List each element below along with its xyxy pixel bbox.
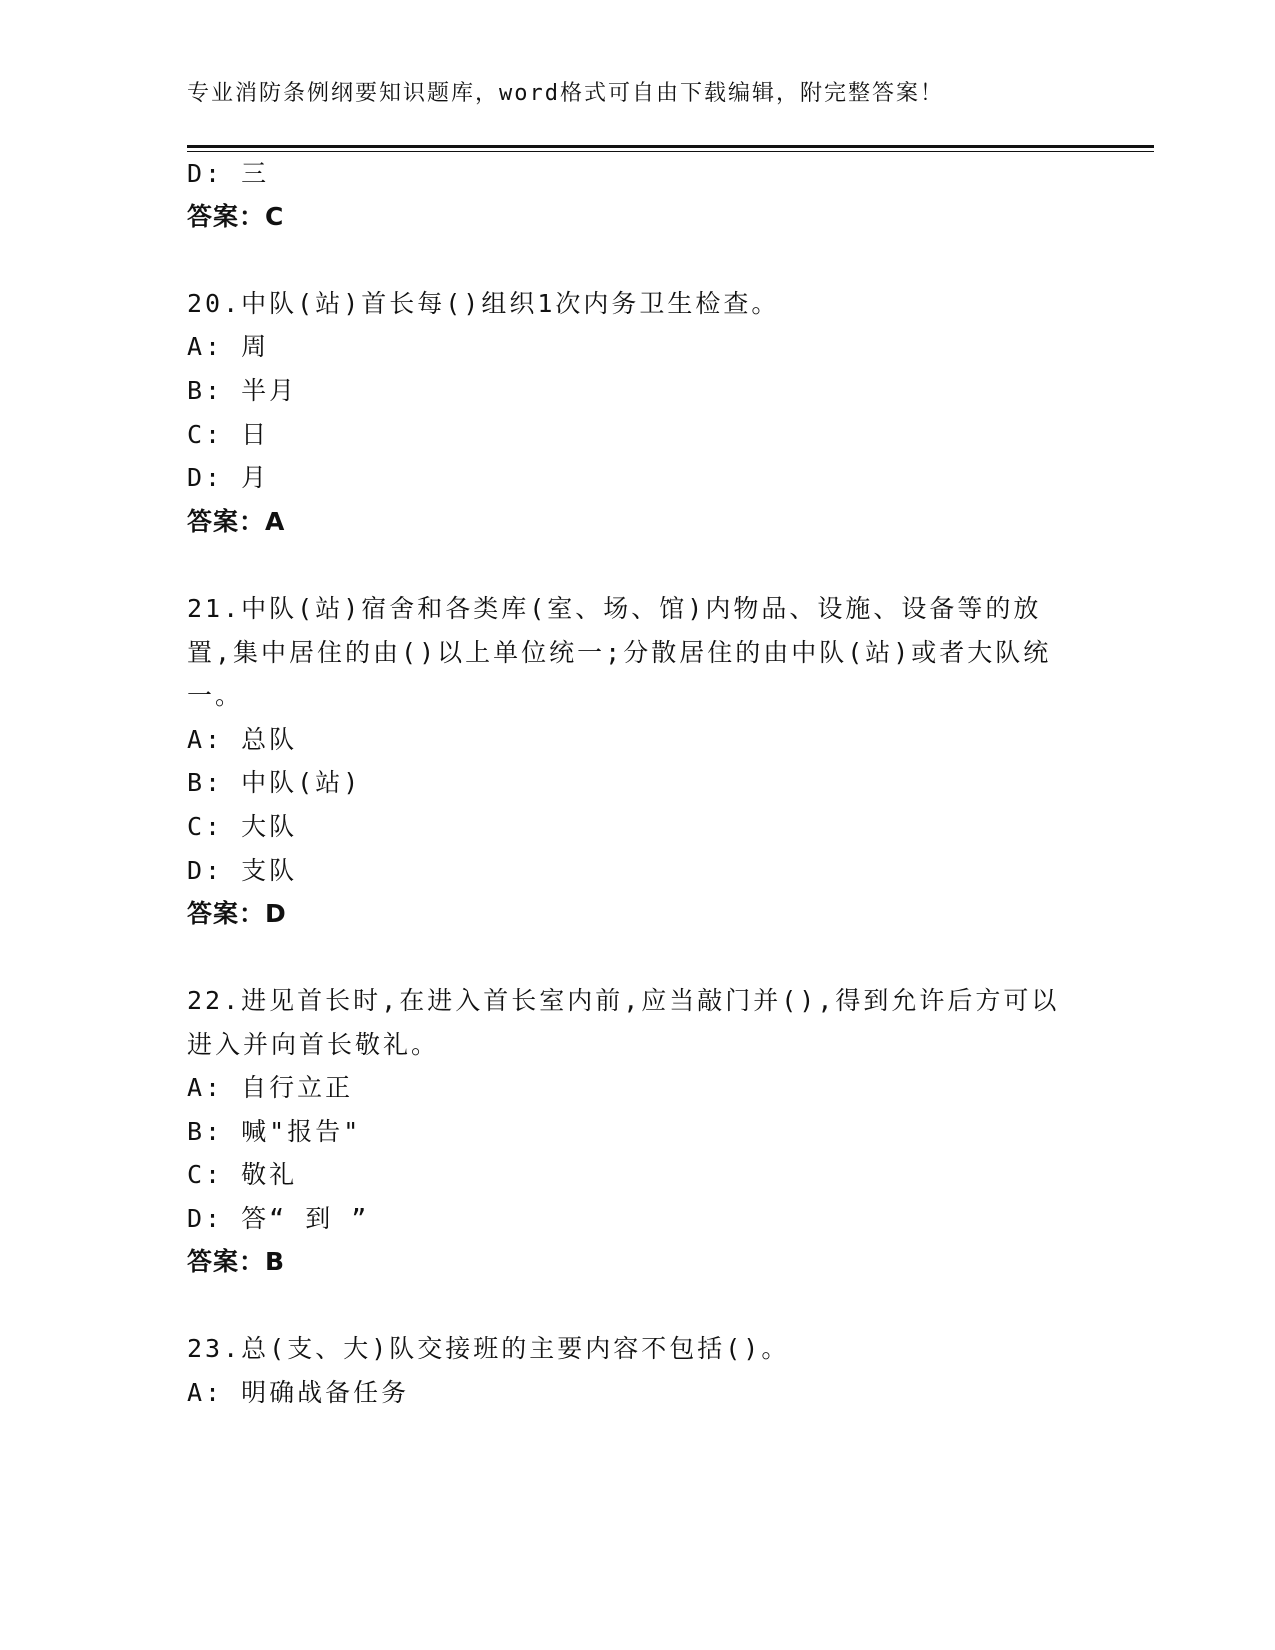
q21-option-d: D: 支队 xyxy=(187,856,298,885)
header-rule-thick xyxy=(187,145,1154,148)
q22-answer: 答案：B xyxy=(187,1247,286,1276)
q20-option-b: B: 半月 xyxy=(187,376,298,405)
q22-option-a: A: 自行立正 xyxy=(187,1073,354,1102)
page-header: 专业消防条例纲要知识题库，word格式可自由下载编辑，附完整答案！ xyxy=(187,81,944,106)
header-rule-thin xyxy=(187,151,1154,152)
q21-stem-line-1: 21.中队(站)宿舍和各类库(室、场、馆)内物品、设施、设备等的放 xyxy=(187,594,1042,623)
q22-option-b: B: 喊"报告" xyxy=(187,1117,362,1146)
q21-stem-line-2: 置,集中居住的由()以上单位统一;分散居住的由中队(站)或者大队统 xyxy=(187,638,1052,667)
q20-answer: 答案：A xyxy=(187,507,286,536)
q22-option-d: D: 答“ 到 ” xyxy=(187,1204,370,1233)
q21-option-a: A: 总队 xyxy=(187,725,298,754)
q22-stem-line-2: 进入并向首长敬礼。 xyxy=(187,1030,440,1059)
q20-option-a: A: 周 xyxy=(187,332,270,361)
q21-answer: 答案：D xyxy=(187,899,287,928)
q21-option-c: C: 大队 xyxy=(187,812,298,841)
q22-option-c: C: 敬礼 xyxy=(187,1160,298,1189)
q22-stem-line-1: 22.进见首长时,在进入首长室内前,应当敲门并(),得到允许后方可以 xyxy=(187,986,1060,1015)
q21-option-b: B: 中队(站) xyxy=(187,768,362,797)
prev-option-d: D: 三 xyxy=(187,159,270,188)
q20-option-c: C: 日 xyxy=(187,420,270,449)
q20-option-d: D: 月 xyxy=(187,463,270,492)
q20-stem-line-1: 20.中队(站)首长每()组织1次内务卫生检查。 xyxy=(187,289,780,318)
q23-option-a: A: 明确战备任务 xyxy=(187,1378,410,1407)
prev-answer: 答案：C xyxy=(187,202,285,231)
q21-stem-line-3: 一。 xyxy=(187,681,244,710)
q23-stem-line-1: 23.总(支、大)队交接班的主要内容不包括()。 xyxy=(187,1334,790,1363)
